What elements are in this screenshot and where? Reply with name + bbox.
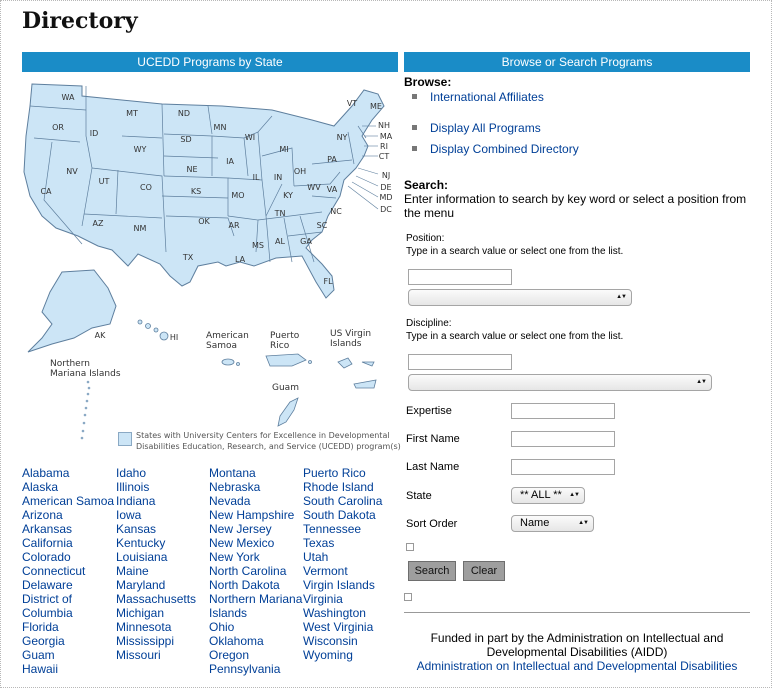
bullet-icon <box>412 94 417 99</box>
state-label-ak: AK <box>94 331 106 340</box>
first-name-input[interactable] <box>511 431 615 447</box>
state-link[interactable]: Alabama <box>22 466 70 480</box>
search-button[interactable]: Search <box>408 561 456 581</box>
state-link[interactable]: Florida <box>22 620 59 634</box>
state-label-mt: MT <box>126 109 138 118</box>
select-arrows-icon: ▲▼ <box>569 492 579 498</box>
state-link[interactable]: Utah <box>303 550 329 564</box>
state-label-tx: TX <box>182 253 194 262</box>
state-label-ga: GA <box>300 237 312 246</box>
state-link[interactable]: Missouri <box>116 648 161 662</box>
state-link[interactable]: New York <box>209 550 260 564</box>
label-american-samoa-2: Samoa <box>206 341 238 351</box>
state-label: State <box>406 490 432 502</box>
state-label-ny: NY <box>336 133 348 142</box>
state-label-nd: ND <box>177 109 191 118</box>
state-link[interactable]: Texas <box>303 536 335 550</box>
state-link[interactable]: Michigan <box>116 606 165 620</box>
label-puerto-rico-2: Rico <box>270 341 290 351</box>
state-link[interactable]: Oregon <box>209 648 250 662</box>
state-link[interactable]: Virginia <box>303 592 343 606</box>
label-usvi-1: US Virgin <box>330 329 372 339</box>
state-link[interactable]: Arizona <box>22 508 63 522</box>
state-column-4 <box>303 466 382 662</box>
state-link[interactable]: Nevada <box>209 494 251 508</box>
state-label-ia: IA <box>226 157 234 166</box>
state-link[interactable]: Islands <box>209 606 248 620</box>
state-label-ms: MS <box>252 241 264 250</box>
position-select[interactable] <box>408 289 632 306</box>
state-link[interactable]: Hawaii <box>22 662 59 676</box>
state-link[interactable]: Connecticut <box>22 564 86 578</box>
state-link[interactable]: Delaware <box>22 578 73 592</box>
state-label-me: ME <box>370 102 382 111</box>
state-label-de: DE <box>380 183 392 192</box>
state-link[interactable]: Indiana <box>116 494 156 508</box>
guam-shape[interactable] <box>278 398 298 426</box>
us-map[interactable] <box>22 76 398 456</box>
state-link[interactable]: Georgia <box>22 634 65 648</box>
state-link[interactable]: Virgin Islands <box>303 578 375 592</box>
label-american-samoa-1: American <box>206 331 249 341</box>
state-link[interactable]: Colorado <box>22 550 71 564</box>
small-checkbox[interactable] <box>404 593 412 601</box>
state-label-vt: VT <box>346 99 358 108</box>
clear-button[interactable]: Clear <box>463 561 505 581</box>
expertise-input[interactable] <box>511 403 615 419</box>
state-label-nv: NV <box>66 167 78 176</box>
state-label-mi: MI <box>279 145 289 154</box>
state-link[interactable]: Northern Mariana <box>209 592 303 606</box>
state-link[interactable]: Kansas <box>116 522 157 536</box>
state-label-mn: MN <box>213 123 227 132</box>
state-label-va: VA <box>326 185 338 194</box>
state-label-ky: KY <box>283 191 293 200</box>
bullet-icon <box>412 125 417 130</box>
state-link[interactable]: Iowa <box>116 508 142 522</box>
state-link[interactable]: Mississippi <box>116 634 175 648</box>
select-arrows-icon: ▲▼ <box>696 379 706 385</box>
position-input[interactable] <box>408 269 512 285</box>
state-select[interactable] <box>511 487 585 504</box>
state-link[interactable]: Wyoming <box>303 648 353 662</box>
state-column-1 <box>22 466 114 676</box>
link-text[interactable]: International Affiliates <box>430 90 544 104</box>
state-link[interactable]: Maine <box>116 564 149 578</box>
state-link[interactable]: Montana <box>209 466 256 480</box>
map-legend: States with University Centers for Excellence in Developmental Disabilities Education, Research, and Service (UCEDD) program(s) <box>136 431 401 451</box>
hawaii-shape[interactable] <box>138 320 168 340</box>
bullet-icon <box>412 146 417 151</box>
legend-swatch <box>118 432 132 446</box>
state-label-tn: TN <box>274 209 286 218</box>
sort-order-select[interactable] <box>511 515 594 532</box>
last-name-label: Last Name <box>406 461 460 473</box>
state-label-id: ID <box>89 129 99 138</box>
state-link[interactable]: Nebraska <box>209 480 261 494</box>
state-label-ma: MA <box>379 132 393 141</box>
discipline-select[interactable] <box>408 374 712 391</box>
state-link[interactable]: Alaska <box>22 480 59 494</box>
state-label-in: IN <box>273 173 283 182</box>
state-link[interactable]: Massachusetts <box>116 592 197 606</box>
state-label-ks: KS <box>190 187 202 196</box>
label-puerto-rico-1: Puerto <box>270 331 300 341</box>
state-label-fl: FL <box>323 277 333 286</box>
state-link[interactable]: Kentucky <box>116 536 166 550</box>
state-label-wi: WI <box>244 133 256 142</box>
state-link[interactable]: Arkansas <box>22 522 73 536</box>
state-link[interactable]: Ohio <box>209 620 235 634</box>
state-link[interactable]: Oklahoma <box>209 634 264 648</box>
state-select-value: ** ALL ** <box>520 489 562 501</box>
sort-order-select-value: Name <box>520 517 550 529</box>
state-label-pa: PA <box>327 155 337 164</box>
position-hint: Type in a search value or select one from the list. <box>406 246 624 257</box>
state-link[interactable]: Minnesota <box>116 620 172 634</box>
state-link[interactable]: Tennessee <box>303 522 362 536</box>
state-label-al: AL <box>275 237 285 246</box>
state-label-nj: NJ <box>381 171 391 180</box>
first-name-label: First Name <box>406 433 460 445</box>
state-label-wa: WA <box>61 93 75 102</box>
position-label: Position: <box>406 233 445 244</box>
state-label-ri: RI <box>380 142 388 151</box>
puerto-rico-shape[interactable] <box>266 354 312 366</box>
state-column-2 <box>116 466 196 662</box>
state-link[interactable]: Louisiana <box>116 550 168 564</box>
state-label-hi: HI <box>169 333 179 342</box>
select-arrows-icon: ▲▼ <box>578 520 588 526</box>
state-link[interactable]: New Jersey <box>209 522 272 536</box>
state-label-nc: NC <box>330 207 342 216</box>
state-label-ne: NE <box>186 165 198 174</box>
search-heading: Search: <box>404 178 449 192</box>
state-column-3 <box>209 466 302 676</box>
state-link[interactable]: Vermont <box>303 564 348 578</box>
discipline-input[interactable] <box>408 354 512 370</box>
state-link[interactable]: Rhode Island <box>303 480 374 494</box>
link-text[interactable]: Display All Programs <box>430 121 541 135</box>
state-label-sc: SC <box>316 221 328 230</box>
state-link[interactable]: New Hampshire <box>209 508 295 522</box>
state-link[interactable]: South Dakota <box>303 508 376 522</box>
cnmi-shape[interactable] <box>81 381 91 440</box>
label-usvi-2: Islands <box>330 339 362 349</box>
state-label-il: IL <box>252 173 260 182</box>
browse-heading: Browse: <box>404 75 452 89</box>
state-label-ok: OK <box>198 217 210 226</box>
state-link[interactable]: North Carolina <box>209 564 287 578</box>
state-link[interactable]: North Dakota <box>209 578 280 592</box>
state-link[interactable]: New Mexico <box>209 536 275 550</box>
usvi-shape[interactable] <box>338 358 376 388</box>
state-label-mo: MO <box>231 191 245 200</box>
expertise-label: Expertise <box>406 405 452 417</box>
state-link[interactable]: Washington <box>303 606 366 620</box>
funding-text: Funded in part by the Administration on Intellectual and Developmental Disabilities (AIDD) <box>430 631 724 659</box>
browse-search-header: Browse or Search Programs <box>404 52 750 72</box>
state-label-ca: CA <box>40 187 52 196</box>
last-name-input[interactable] <box>511 459 615 475</box>
select-arrows-icon: ▲▼ <box>616 294 626 300</box>
state-link[interactable]: Guam <box>22 648 55 662</box>
state-label-sd: SD <box>180 135 192 144</box>
state-link[interactable]: Maryland <box>116 578 166 592</box>
state-link[interactable]: Wisconsin <box>303 634 358 648</box>
state-label-co: CO <box>140 183 152 192</box>
state-label-md: MD <box>379 193 393 202</box>
us-map-svg[interactable] <box>22 76 398 456</box>
state-link[interactable]: American Samoa <box>22 494 115 508</box>
state-label-ct: CT <box>378 152 390 161</box>
page-title: Directory <box>22 8 138 34</box>
state-link[interactable]: West Virginia <box>303 620 374 634</box>
discipline-hint: Type in a search value or select one from the list. <box>406 331 624 342</box>
state-label-nh: NH <box>378 121 390 130</box>
programs-by-state-header: UCEDD Programs by State <box>22 52 398 72</box>
footer-divider <box>404 612 750 613</box>
state-label-ar: AR <box>228 221 240 230</box>
state-link[interactable]: South Carolina <box>303 494 383 508</box>
american-samoa-shape[interactable] <box>222 359 240 366</box>
label-cnmi-1: Northern <box>50 359 90 369</box>
state-label-wy: WY <box>133 145 147 154</box>
label-cnmi-2: Mariana Islands <box>50 369 121 379</box>
state-link[interactable]: Columbia <box>22 606 73 620</box>
state-label-az: AZ <box>92 219 104 228</box>
discipline-label: Discipline: <box>406 318 452 329</box>
link-text[interactable]: Display Combined Directory <box>430 142 579 156</box>
search-intro: Enter information to search by key word or select a position from the menu <box>404 192 747 220</box>
state-link[interactable]: Illinois <box>116 480 150 494</box>
state-label-nm: NM <box>133 224 147 233</box>
funding-note <box>404 631 750 673</box>
state-link[interactable]: Puerto Rico <box>303 466 366 480</box>
state-label-oh: OH <box>293 167 307 176</box>
state-label-ut: UT <box>98 177 110 186</box>
state-label-wv: WV <box>307 183 321 192</box>
state-link[interactable]: Idaho <box>116 466 147 480</box>
state-link[interactable]: Pennsylvania <box>209 662 281 676</box>
sort-order-label: Sort Order <box>406 518 458 530</box>
option-checkbox[interactable] <box>406 543 414 551</box>
state-label-dc: DC <box>380 205 392 214</box>
aidd-link[interactable]: Administration on Intellectual and Developmental Disabilities <box>416 659 738 673</box>
state-label-or: OR <box>52 123 64 132</box>
label-guam: Guam <box>272 383 299 393</box>
state-label-la: LA <box>234 255 246 264</box>
state-link[interactable]: California <box>22 536 73 550</box>
state-link[interactable]: District of <box>22 592 73 606</box>
